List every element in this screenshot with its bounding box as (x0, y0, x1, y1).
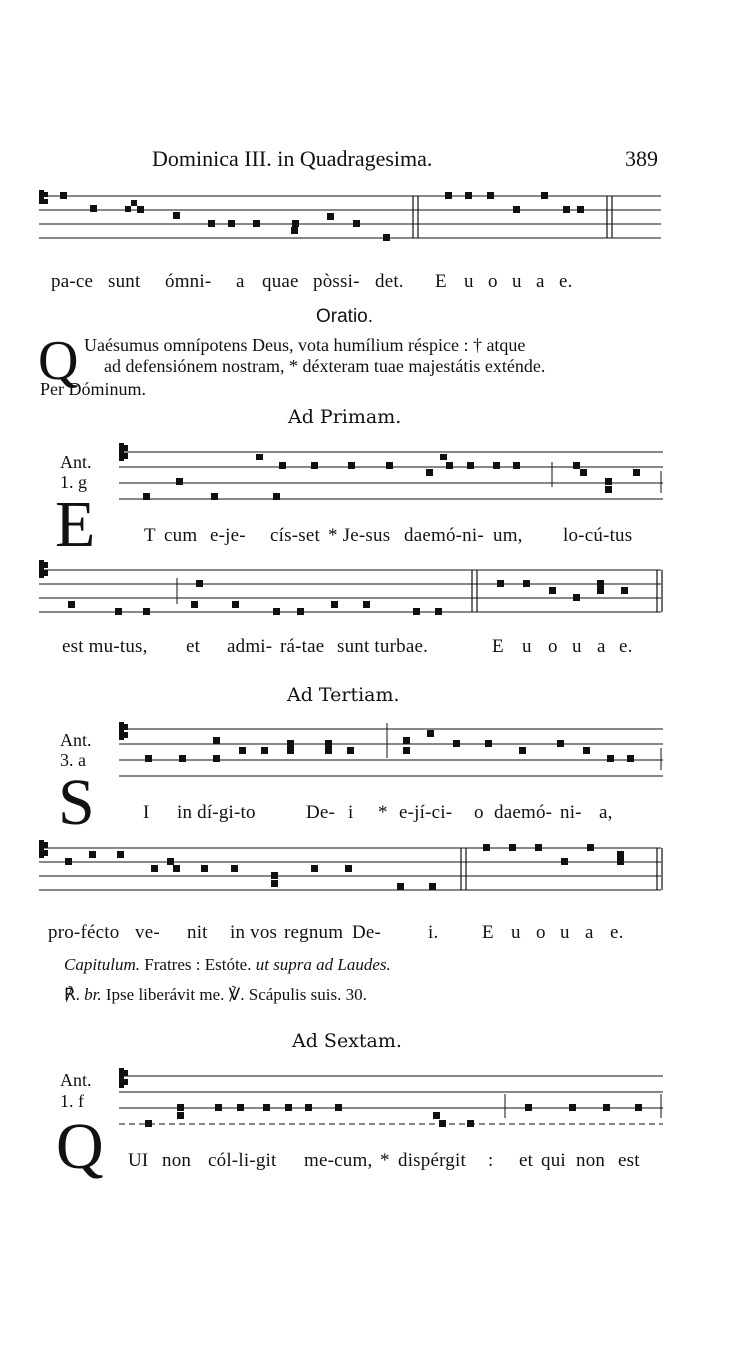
syllable: qui (541, 1150, 566, 1171)
syllable: e-je- (210, 525, 246, 546)
ad-primam-ant-label: Ant. (60, 452, 92, 472)
syllable: admi- (227, 636, 273, 657)
page-header-title: Dominica III. in Quadragesima. (152, 146, 433, 171)
ad-sextam-mode: 1. f (60, 1091, 84, 1111)
versicle-symbol: ℣. (228, 985, 245, 1004)
responsory-line (64, 985, 367, 1005)
syllable: non (576, 1150, 606, 1171)
syllable: um, (493, 525, 523, 546)
syllable: me-cum, (304, 1150, 373, 1171)
syllable: u (511, 922, 521, 943)
capitulum-line (64, 955, 391, 975)
versicle-text: Scápulis suis. 30. (248, 985, 367, 1004)
syllable: I (143, 802, 150, 823)
syllable: daemó- (494, 802, 553, 823)
music-staff-primam-1 (115, 443, 665, 513)
capitulum-ref: ut supra ad Laudes. (255, 955, 391, 974)
syllable: daemó-ni- (404, 525, 484, 546)
oratio-initial: Q (38, 330, 79, 392)
ad-sextam-ant-label: Ant. (60, 1070, 92, 1090)
responsory-text: Ipse liberávit me. (105, 985, 225, 1004)
music-staff-tertiam-1 (115, 720, 665, 790)
ad-primam-heading: Ad Primam. (288, 406, 402, 428)
syllable: o (548, 636, 558, 657)
oratio-line-1: Uaésumus omnípotens Deus, vota humílium réspice : † atque (84, 335, 526, 355)
syllable: ve- (135, 922, 160, 943)
syllable: pòssi- (313, 271, 360, 292)
syllable: nit (187, 922, 208, 943)
syllable: sunt turbae. (337, 636, 429, 657)
music-staff-tertiam-2 (35, 838, 665, 908)
syllable: u (560, 922, 570, 943)
syllable: De- (352, 922, 382, 943)
syllable: u (522, 636, 532, 657)
page-number: 389 (625, 146, 658, 171)
syllable: o (536, 922, 546, 943)
syllable: a (597, 636, 606, 657)
syllable: quae (262, 271, 299, 292)
responsory-abbr: br. (84, 985, 102, 1004)
syllable: a (236, 271, 245, 292)
ad-primam-initial: E (55, 488, 96, 561)
syllable: pro-fécto (48, 922, 120, 943)
oratio-heading: Oratio. (316, 306, 374, 327)
syllable: o (474, 802, 484, 823)
music-staff-top (35, 186, 665, 256)
syllable: e. (610, 922, 624, 943)
syllable: ómni- (165, 271, 212, 292)
syllable: in vos (230, 922, 278, 943)
ad-sextam-heading: Ad Sextam. (292, 1030, 402, 1052)
syllable: E (492, 636, 504, 657)
capitulum-text: Fratres : Estóte. (144, 955, 252, 974)
ad-tertiam-ant-label: Ant. (60, 730, 92, 750)
syllable: e. (619, 636, 633, 657)
syllable: a, (599, 802, 613, 823)
syllable: in dí-gi-to (177, 802, 256, 823)
syllable: De- (306, 802, 336, 823)
syllable: : (488, 1150, 494, 1171)
syllable: E (435, 271, 447, 292)
syllable: * (380, 1150, 390, 1171)
syllable: cól-li-git (208, 1150, 277, 1171)
syllable: regnum (284, 922, 344, 943)
syllable: u (512, 271, 522, 292)
syllable: rá-tae (280, 636, 325, 657)
syllable: u (464, 271, 474, 292)
syllable: u (572, 636, 582, 657)
responsory-symbol: ℟. (64, 985, 80, 1004)
ad-sextam-initial: Q (56, 1110, 104, 1183)
syllable: i (348, 802, 354, 823)
syllable: cís-set (270, 525, 320, 546)
ad-tertiam-initial: S (58, 766, 95, 839)
syllable: * (378, 802, 388, 823)
syllable: non (162, 1150, 192, 1171)
syllable: est (618, 1150, 640, 1171)
syllable: dispérgit (398, 1150, 466, 1171)
syllable: et (186, 636, 201, 657)
syllable: e-jí-ci- (399, 802, 453, 823)
syllable: lo-cú-tus (563, 525, 633, 546)
ad-primam-mode: 1. g (60, 472, 87, 492)
ad-tertiam-heading: Ad Tertiam. (287, 684, 400, 706)
syllable: i. (428, 922, 439, 943)
syllable: UI (128, 1150, 149, 1171)
music-staff-sextam-1 (115, 1068, 665, 1138)
syllable: ni- (560, 802, 582, 823)
syllable: o (488, 271, 498, 292)
syllable: a (585, 922, 594, 943)
syllable: T (144, 525, 156, 546)
capitulum-label: Capitulum. (64, 955, 141, 974)
syllable: a (536, 271, 545, 292)
syllable: * Je-sus (328, 525, 391, 546)
syllable: pa-ce (51, 271, 94, 292)
syllable: e. (559, 271, 573, 292)
syllable: cum (164, 525, 198, 546)
ad-tertiam-mode: 3. a (60, 750, 86, 770)
oratio-line-3: Per Dóminum. (40, 379, 146, 399)
oratio-line-2: ad defensiónem nostram, * déxteram tuae majestátis exténde. (104, 356, 546, 376)
syllable: det. (375, 271, 404, 292)
music-staff-primam-2 (35, 560, 665, 630)
syllable: sunt (108, 271, 141, 292)
syllable: est mu-tus, (62, 636, 148, 657)
syllable: E (482, 922, 494, 943)
syllable: et (519, 1150, 534, 1171)
